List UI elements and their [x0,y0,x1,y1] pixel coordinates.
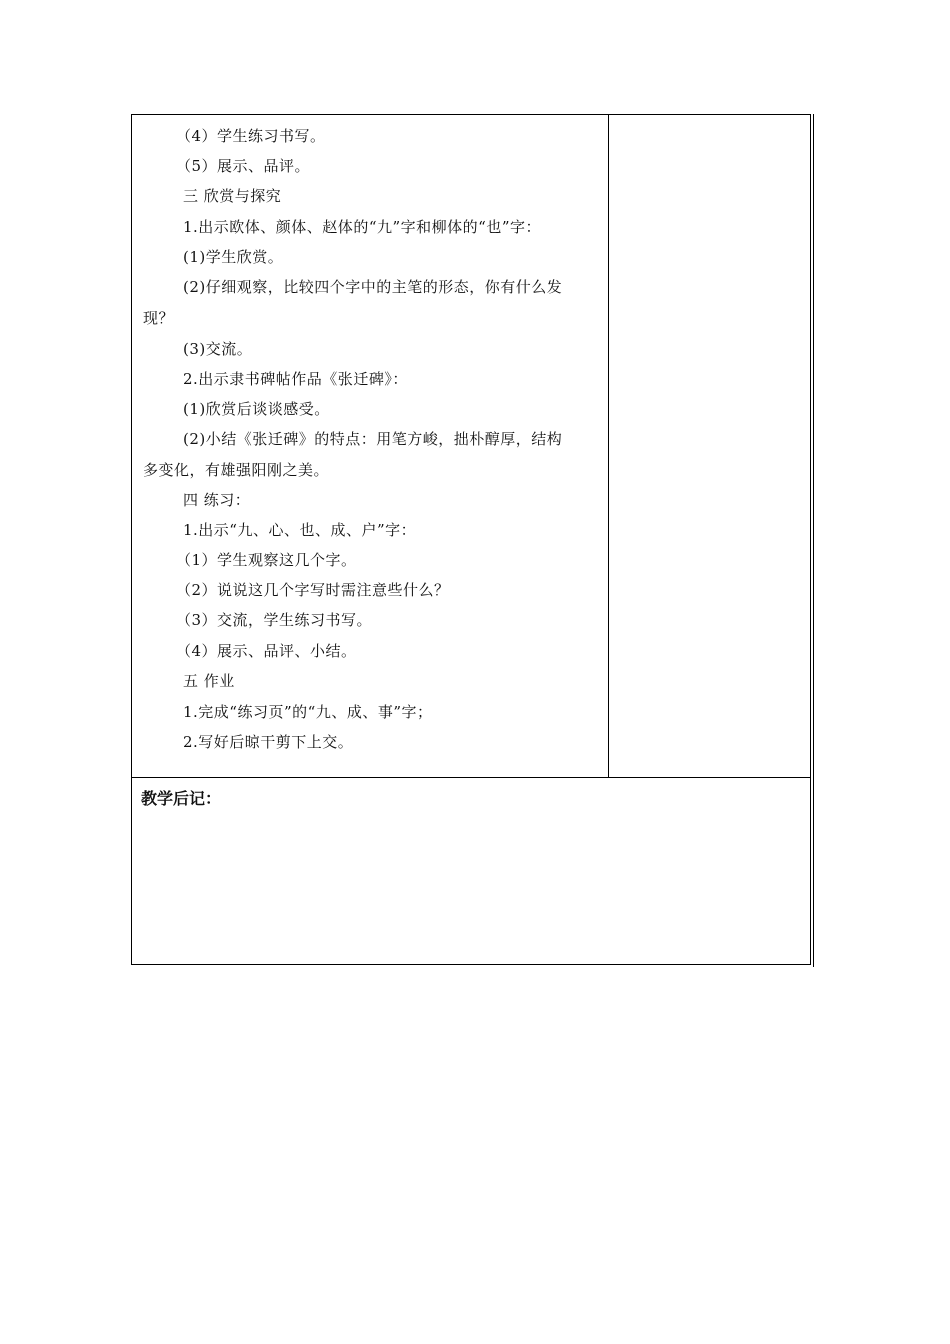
lesson-line: （5）展示、品评。 [176,157,311,175]
lesson-line: 2.出示隶书碑帖作品《张迁碑》： [183,370,408,388]
lesson-line: 三 欣赏与探究 [183,187,282,205]
lesson-line: (2)仔细观察，比较四个字中的主笔的形态，你有什么发 [183,278,563,296]
lesson-line: 2.写好后晾干剪下上交。 [183,733,354,751]
lesson-line: (1)学生欣赏。 [183,248,284,266]
lesson-line: 1.完成“练习页”的“九、成、事”字； [183,703,433,721]
lesson-line: (2)小结《张迁碑》的特点：用笔方峻，拙朴醇厚，结构 [183,430,563,448]
lesson-content-cell [132,115,609,778]
lesson-line: (1)欣赏后谈谈感受。 [183,400,330,418]
lesson-line: 四 练习： [183,491,251,509]
table-double-border [813,114,814,967]
reflection-title: 教学后记： [141,789,222,808]
lesson-line: 现？ [143,309,175,327]
lesson-line: （3）交流，学生练习书写。 [176,611,373,629]
lesson-line: 1.出示欧体、颜体、赵体的“九”字和柳体的“也”字： [183,218,541,236]
lesson-line: 多变化，有雄强阳刚之美。 [143,461,330,479]
side-notes-cell [609,115,810,778]
lesson-line: 1.出示“九、心、也、成、户”字： [183,521,417,539]
lesson-line: （2）说说这几个字写时需注意些什么？ [176,581,450,599]
lesson-line: （4）展示、品评、小结。 [176,642,357,660]
lesson-plan-table [131,114,811,965]
lesson-line: （1）学生观察这几个字。 [176,551,357,569]
teaching-reflection-cell [132,778,810,964]
lesson-line: (3)交流。 [183,340,253,358]
lesson-line: （4）学生练习书写。 [176,127,326,145]
lesson-line: 五 作业 [183,672,235,690]
